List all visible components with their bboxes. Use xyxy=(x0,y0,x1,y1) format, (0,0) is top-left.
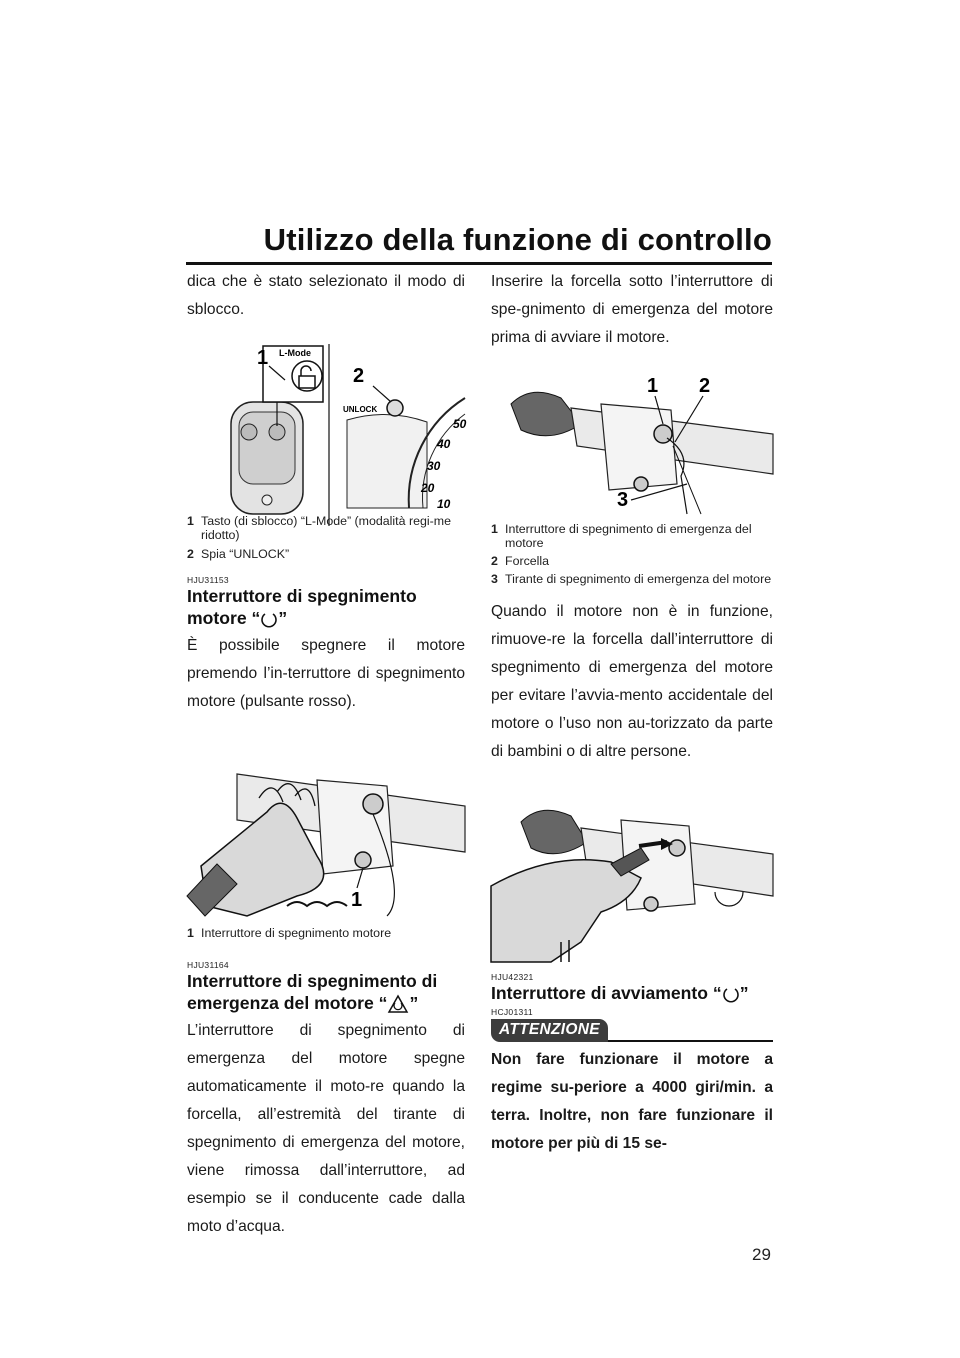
section-body: È possibile spegnere il motore premendo l’in-terruttore di spegnimento motore (pulsante rosso). xyxy=(187,637,465,710)
remote-control-illustration xyxy=(231,402,303,514)
fig1-captions xyxy=(187,514,465,561)
caption-text: Interruttore di spegnimento motore xyxy=(201,926,392,940)
gauge-label-30: 30 xyxy=(427,459,441,473)
callout-3: 3 xyxy=(617,489,629,511)
title-rule xyxy=(186,262,772,265)
caption-number: 2 xyxy=(187,547,194,561)
fig3-caption xyxy=(491,572,773,586)
unlock-label: UNLOCK xyxy=(343,405,378,414)
fig1-caption xyxy=(187,547,465,561)
fig2-caption xyxy=(187,926,465,940)
heading-quote-close: ” xyxy=(739,983,749,1003)
caption-number: 2 xyxy=(491,554,498,568)
section-heading-engine-stop xyxy=(187,585,465,629)
section-body: Quando il motore non è in funzione, rimuove-re la forcella dall’interruttore di spegnimento di emergenza del motore per evitare l’avvia-mento accidentale del motore o l’uso non au-torizzato da parte di bambini o di altre persone. xyxy=(491,603,773,760)
callout-1: 1 xyxy=(647,375,659,397)
figure-remote-and-unlock-lamp xyxy=(187,330,465,510)
gauge-label-50: 50 xyxy=(453,417,467,431)
warning-code: HCJ01311 xyxy=(491,1007,533,1017)
figure-remove-clip xyxy=(491,792,773,962)
gauge-label-20: 20 xyxy=(421,481,435,495)
heading-line-2: emergenza del motore “ xyxy=(187,993,388,1013)
warning-rule xyxy=(608,1040,773,1042)
page-title: Utilizzo della funzione di controllo xyxy=(263,222,772,257)
warning-badge: ATTENZIONE xyxy=(491,1019,608,1042)
right-column xyxy=(491,268,773,1158)
figure-engine-stop-switch xyxy=(187,756,465,924)
page-number: 29 xyxy=(752,1245,771,1264)
unlock-lamp xyxy=(387,400,403,416)
section-code: HJU31164 xyxy=(187,960,229,970)
left-column xyxy=(187,268,465,1241)
gauge-label-10: 10 xyxy=(437,497,451,511)
speedometer-illustration xyxy=(347,398,467,511)
gauge-label-40: 40 xyxy=(437,437,451,451)
fig3-caption xyxy=(491,554,773,568)
section-code: HJU42321 xyxy=(491,972,534,982)
section-code: HJU31153 xyxy=(187,575,229,585)
caption-text: Tasto (di sblocco) “L-Mode” (modalità regi-me ridotto) xyxy=(201,514,451,542)
warning-header xyxy=(491,1019,773,1042)
heading-line-1: Interruttore di avviamento “ xyxy=(491,983,722,1003)
engine-stop-icon xyxy=(260,610,278,628)
heading-quote-close: ” xyxy=(278,608,288,628)
caption-text: Forcella xyxy=(505,554,550,568)
callout-2: 2 xyxy=(353,365,365,387)
section-heading-start-switch xyxy=(491,982,773,1004)
heading-quote-close: ” xyxy=(409,993,419,1013)
callout-1: 1 xyxy=(257,347,269,369)
fig3-captions xyxy=(491,522,773,586)
emergency-stop-icon xyxy=(387,994,409,1014)
handlebar-illustration xyxy=(511,392,773,514)
fig3-caption xyxy=(491,522,773,550)
figure-emergency-clip xyxy=(491,364,773,514)
fig1-caption xyxy=(187,514,465,542)
caption-number: 3 xyxy=(491,572,498,586)
caption-text: Interruttore di spegnimento di emergenza del motore xyxy=(505,522,752,550)
intro-paragraph: dica che è stato selezionato il modo di sblocco. xyxy=(187,273,465,318)
heading-line-2: motore “ xyxy=(187,608,261,628)
fig2-captions xyxy=(187,926,465,940)
section-heading-emergency-stop xyxy=(187,970,465,1014)
caption-text: Spia “UNLOCK” xyxy=(201,547,290,561)
heading-line-1: Interruttore di spegnimento di xyxy=(187,971,438,991)
heading-line-1: Interruttore di spegnimento xyxy=(187,586,417,606)
lmode-label: L-Mode xyxy=(279,348,311,358)
caption-number: 1 xyxy=(491,522,498,536)
section-body: L’interruttore di spegnimento di emergenza del motore spegne automaticamente il moto-re quando la forcella, all’estremità del tirante di spegnimento di emergenza del motore, viene rimossa dall’interruttore, ad esempio se il conducente cade dalla moto d’acqua. xyxy=(187,1022,465,1236)
callout-2: 2 xyxy=(699,375,711,397)
caption-number: 1 xyxy=(187,926,194,940)
caption-number: 1 xyxy=(187,514,194,528)
warning-text: Non fare funzionare il motore a regime su-periore a 4000 giri/min. a terra. Inoltre, non fare funzionare il motore per più di 15 se- xyxy=(491,1051,773,1152)
intro-paragraph: Inserire la forcella sotto l’interruttore di spe-gnimento di emergenza del motore prima di avviare il motore. xyxy=(491,273,773,346)
caption-text: Tirante di spegnimento di emergenza del motore xyxy=(505,572,772,586)
start-switch-icon xyxy=(722,985,740,1003)
callout-1: 1 xyxy=(351,889,363,911)
